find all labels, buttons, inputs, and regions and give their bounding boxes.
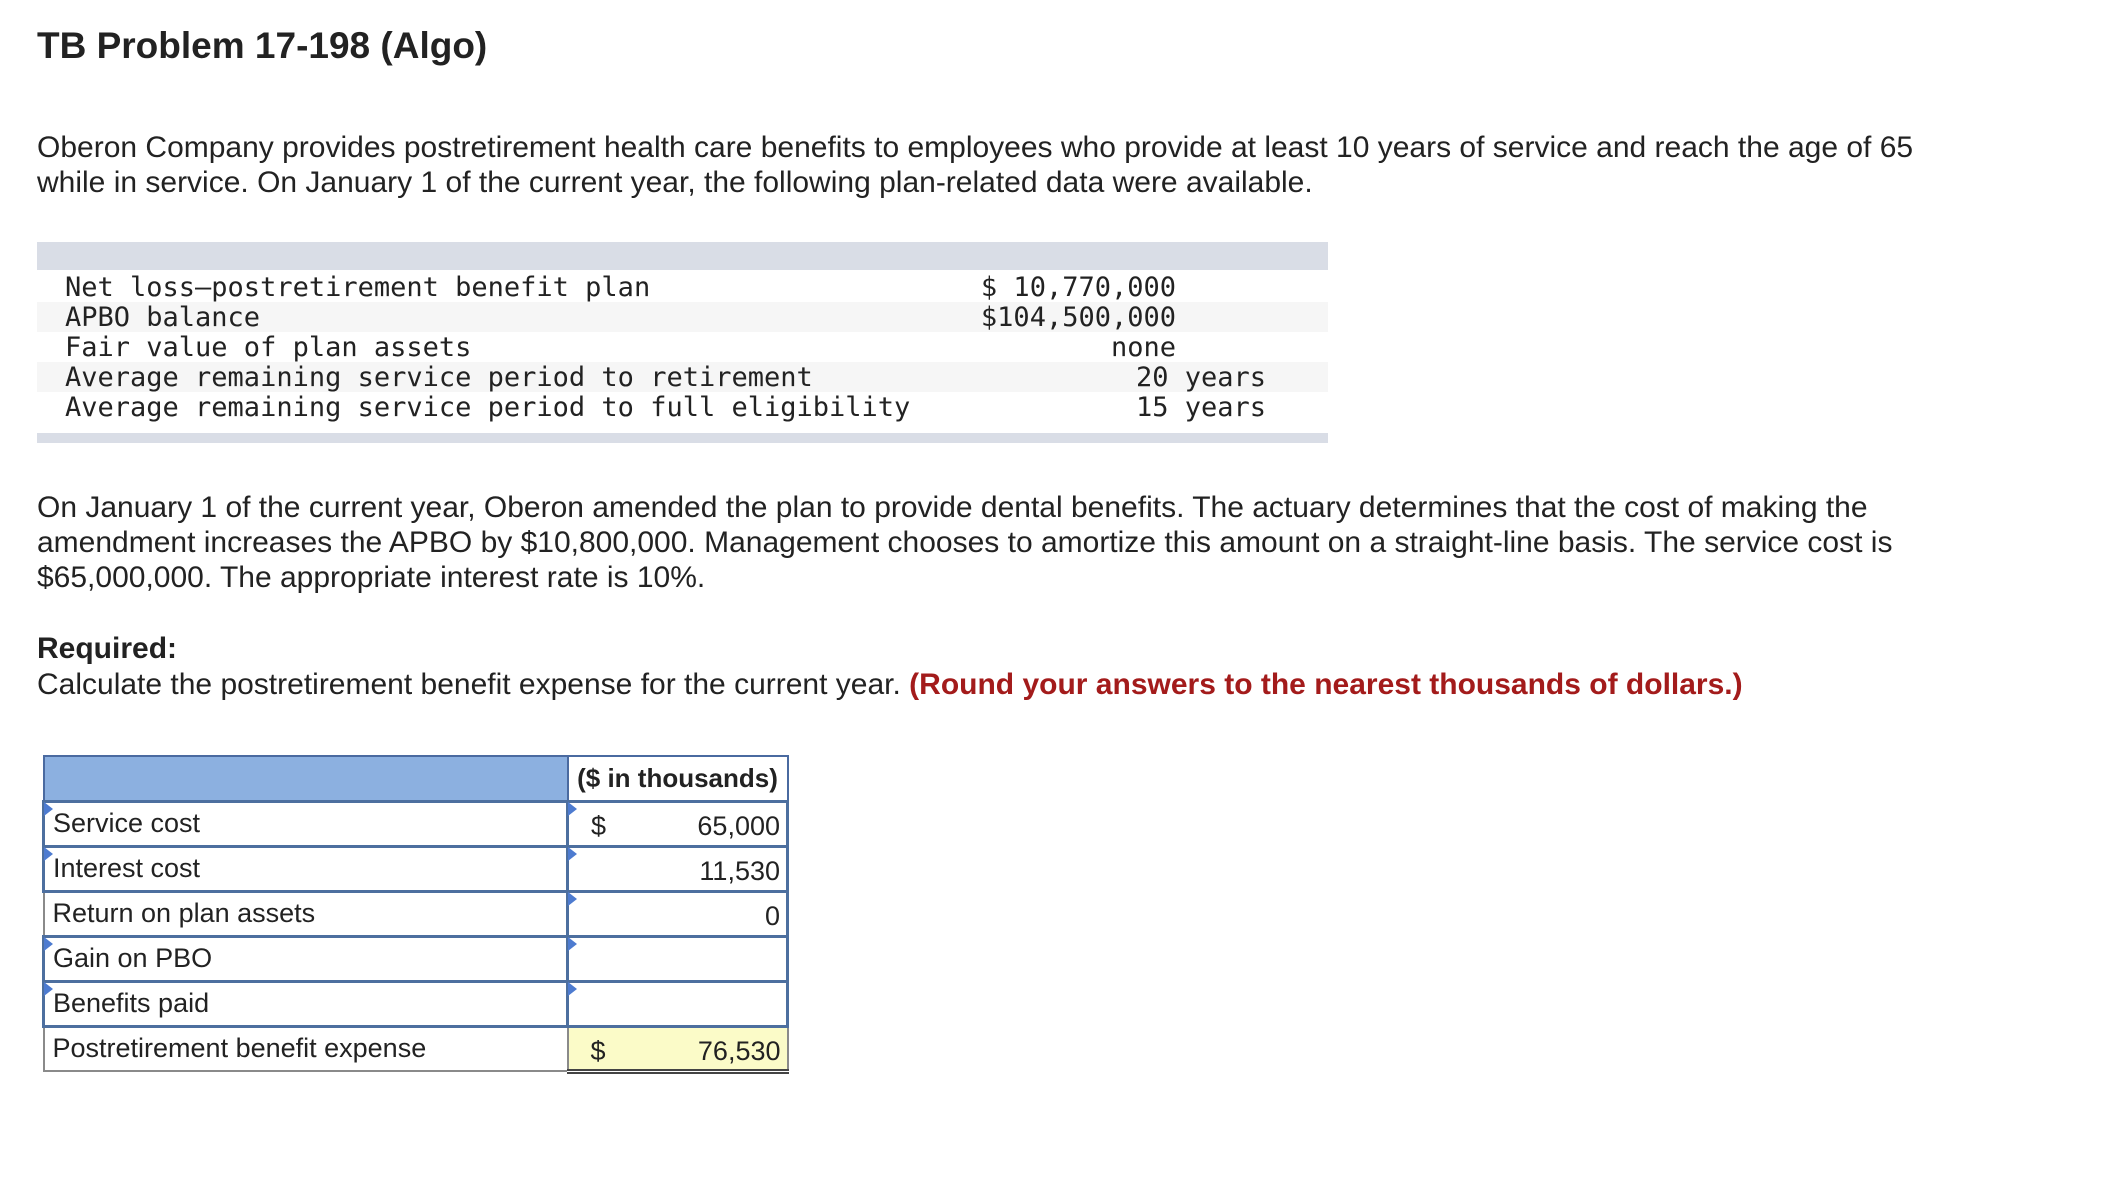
row-label: Return on plan assets bbox=[52, 898, 316, 928]
currency-symbol: $ bbox=[591, 810, 607, 841]
input-flag-icon bbox=[568, 802, 577, 816]
input-flag-icon bbox=[44, 982, 53, 996]
header-blank-cell bbox=[44, 756, 568, 801]
row-label: Gain on PBO bbox=[53, 943, 213, 973]
currency-symbol: $ bbox=[590, 1035, 606, 1066]
rounding-note: (Round your answers to the nearest thousands of dollars.) bbox=[909, 668, 1743, 701]
row-label: Interest cost bbox=[53, 853, 201, 883]
amount-value: 11,530 bbox=[699, 855, 780, 886]
total-amount bbox=[568, 1026, 788, 1071]
given-value-service-eligibility: 15 years bbox=[1135, 392, 1266, 423]
input-flag-icon bbox=[568, 937, 577, 951]
row-label: Service cost bbox=[53, 808, 201, 838]
amendment-paragraph: On January 1 of the current year, Oberon amended the plan to provide dental benefits. The actuary determines that the cost of making the amendment increases the APBO by $10,800,000. Management chooses to amortize this amount on a straight-line basis. The service cost is $65,000,000. The appropriate interest rate is 10%. bbox=[37, 491, 1893, 594]
required-instruction bbox=[37, 668, 1743, 702]
required-text: Calculate the postretirement benefit expense for the current year. bbox=[37, 668, 901, 701]
input-flag-icon bbox=[568, 847, 577, 861]
worksheet-header-row bbox=[44, 756, 788, 801]
label-input-service-cost[interactable] bbox=[44, 801, 568, 846]
amount-input-benefits-paid[interactable] bbox=[568, 981, 788, 1026]
given-label-service-retirement: Average remaining service period to retirement bbox=[65, 362, 813, 393]
input-flag-icon bbox=[44, 802, 53, 816]
given-value-fair-value: none bbox=[1110, 332, 1176, 363]
given-label-fair-value: Fair value of plan assets bbox=[65, 332, 472, 363]
amount-value: 76,530 bbox=[697, 1035, 781, 1066]
table-row bbox=[44, 846, 788, 891]
table-row bbox=[44, 981, 788, 1026]
amount-input-service-cost[interactable] bbox=[568, 801, 788, 846]
label-input-benefits-paid[interactable] bbox=[44, 981, 568, 1026]
table-row bbox=[44, 891, 788, 936]
amount-value: 65,000 bbox=[697, 810, 780, 841]
total-label bbox=[44, 1026, 568, 1071]
amount-input-interest-cost[interactable] bbox=[568, 846, 788, 891]
given-data-table bbox=[37, 242, 1328, 443]
table-row bbox=[44, 936, 788, 981]
total-row bbox=[44, 1026, 788, 1071]
input-flag-icon bbox=[568, 892, 577, 906]
given-label-net-loss: Net loss—postretirement benefit plan bbox=[65, 272, 651, 303]
input-flag-icon bbox=[44, 937, 53, 951]
amount-value: 0 bbox=[764, 900, 780, 931]
label-input-gain-on-pbo[interactable] bbox=[44, 936, 568, 981]
label-return-on-plan-assets bbox=[44, 891, 568, 936]
row-label: Postretirement benefit expense bbox=[52, 1033, 427, 1064]
given-value-apbo: $104,500,000 bbox=[980, 302, 1176, 333]
table-top-band bbox=[37, 242, 1328, 270]
label-input-interest-cost[interactable] bbox=[44, 846, 568, 891]
amount-input-gain-on-pbo[interactable] bbox=[568, 936, 788, 981]
required-heading: Required: bbox=[37, 632, 178, 665]
given-value-net-loss: $ 10,770,000 bbox=[980, 272, 1176, 303]
intro-paragraph: Oberon Company provides postretirement health care benefits to employees who provide at least 10 years of service and reach the age of 65 while in service. On January 1 of the current year, the following plan-related data were available. bbox=[37, 131, 1914, 199]
row-label: Benefits paid bbox=[53, 988, 210, 1018]
table-row bbox=[44, 801, 788, 846]
problem-title: TB Problem 17-198 (Algo) bbox=[37, 25, 488, 66]
given-label-service-eligibility: Average remaining service period to full eligibility bbox=[65, 392, 911, 423]
amount-input-return-on-plan-assets[interactable] bbox=[568, 891, 788, 936]
answer-worksheet bbox=[42, 755, 789, 1074]
given-value-service-retirement: 20 years bbox=[1135, 362, 1266, 393]
input-flag-icon bbox=[568, 982, 577, 996]
given-label-apbo: APBO balance bbox=[65, 302, 261, 333]
table-bottom-band bbox=[37, 433, 1328, 443]
column-header: ($ in thousands) bbox=[568, 756, 788, 801]
input-flag-icon bbox=[44, 847, 53, 861]
